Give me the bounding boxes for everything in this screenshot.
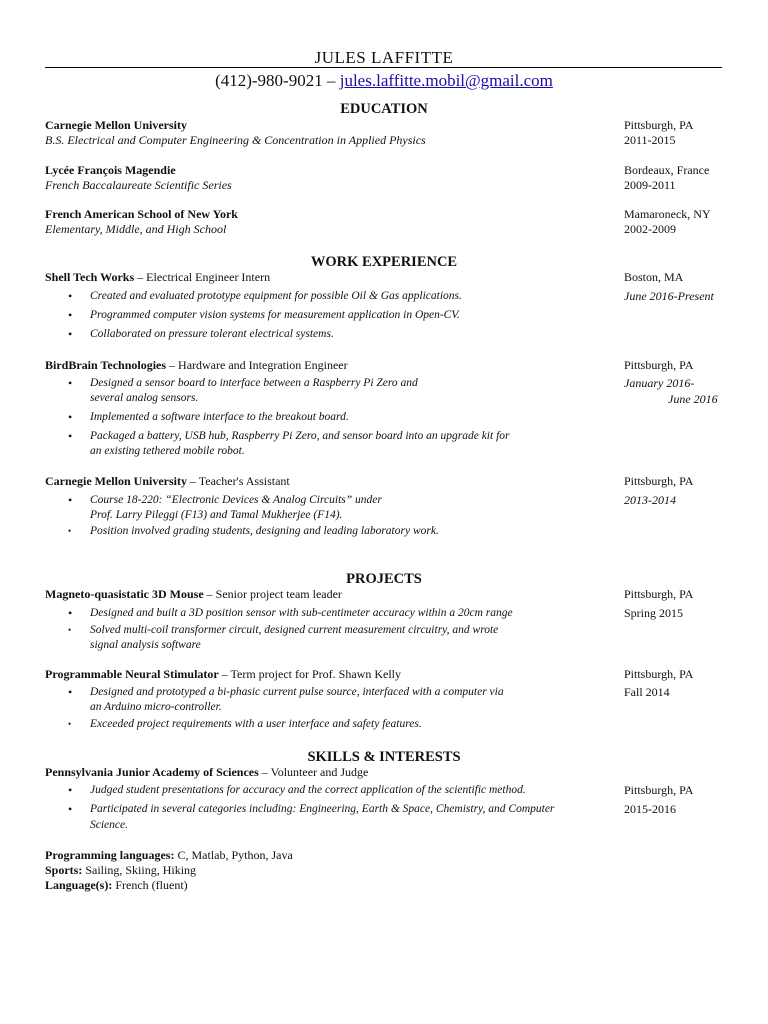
work-org: Carnegie Mellon University	[45, 474, 187, 488]
skills-value: C, Matlab, Python, Java	[174, 848, 293, 862]
bullet-marker: •	[68, 308, 73, 322]
programming-languages	[45, 848, 293, 863]
project-name: Programmable Neural Stimulator	[45, 667, 219, 681]
project-location: Pittsburgh, PA	[624, 667, 694, 681]
work-org: Shell Tech Works	[45, 270, 135, 284]
skills-label: Programming languages:	[45, 848, 175, 862]
bullet-text-continued: signal analysis software	[90, 639, 201, 651]
bullet-text: Exceeded project requirements with a user interface and safety features.	[90, 718, 422, 730]
bullet-text: Course 18-220: “Electronic Devices & Analog Circuits” under	[90, 494, 382, 506]
bullet-text: Position involved grading students, designing and leading laboratory work.	[90, 525, 439, 537]
education-detail: B.S. Electrical and Computer Engineering & Concentration in Applied Physics	[45, 133, 426, 147]
project-title	[45, 587, 342, 602]
bullet-text-continued: an Arduino micro-controller.	[90, 701, 222, 713]
work-entry-title	[45, 358, 348, 373]
languages	[45, 878, 188, 893]
project-dates: Spring 2015	[624, 606, 684, 620]
bullet-marker: •	[68, 685, 73, 699]
education-dates: 2009-2011	[624, 178, 676, 192]
bullet-text: Programmed computer vision systems for measurement application in Open-CV.	[90, 309, 460, 321]
education-detail: Elementary, Middle, and High School	[45, 222, 227, 236]
skills-entry-title	[45, 765, 368, 780]
project-dates: Fall 2014	[624, 685, 670, 699]
work-dates-end: June 2016	[668, 392, 718, 406]
email-link[interactable]: jules.laffitte.mobil@gmail.com	[339, 71, 553, 90]
work-role: – Teacher's Assistant	[186, 474, 290, 488]
education-dates: 2011-2015	[624, 133, 676, 147]
bullet-marker: •	[68, 429, 73, 443]
education-location: Pittsburgh, PA	[624, 118, 694, 132]
bullet-text-continued: Prof. Larry Pileggi (F13) and Tamal Mukherjee (F14).	[90, 509, 343, 521]
bullet-marker: •	[68, 526, 72, 536]
bullet-text-continued: several analog sensors.	[90, 392, 199, 404]
bullet-text: Designed a sensor board to interface between a Raspberry Pi Zero and	[90, 377, 418, 389]
skills-label: Sports:	[45, 863, 83, 877]
education-school: Lycée François Magendie	[45, 163, 176, 177]
project-role: – Term project for Prof. Shawn Kelly	[218, 667, 401, 681]
bullet-text: Designed and prototyped a bi-phasic current pulse source, interfaced with a computer via	[90, 686, 504, 698]
contact-line	[0, 70, 768, 92]
bullet-text: Created and evaluated prototype equipment for possible Oil & Gas applications.	[90, 290, 462, 302]
header-divider	[45, 67, 722, 68]
bullet-marker: •	[68, 802, 73, 816]
education-location: Mamaroneck, NY	[624, 207, 711, 221]
project-location: Pittsburgh, PA	[624, 587, 694, 601]
skills-label: Language(s):	[45, 878, 113, 892]
work-location: Pittsburgh, PA	[624, 474, 694, 488]
work-dates-start: January 2016-	[624, 376, 695, 390]
work-location: Pittsburgh, PA	[624, 358, 694, 372]
section-heading-education: EDUCATION	[340, 101, 428, 117]
bullet-marker: •	[68, 606, 73, 620]
sports	[45, 863, 196, 878]
work-dates: June 2016-Present	[624, 289, 714, 303]
phone-number: (412)-980-9021 –	[215, 71, 340, 90]
candidate-name: JULES LAFFITTE	[314, 48, 454, 67]
section-heading-work: WORK EXPERIENCE	[310, 254, 458, 270]
skills-value: French (fluent)	[112, 878, 188, 892]
section-heading-projects: PROJECTS	[346, 571, 422, 587]
bullet-marker: •	[68, 783, 73, 797]
bullet-marker: •	[68, 719, 72, 729]
project-name: Magneto-quasistatic 3D Mouse	[45, 587, 204, 601]
bullet-marker: •	[68, 625, 72, 635]
education-school: French American School of New York	[45, 207, 238, 221]
bullet-text: Judged student presentations for accuracy and the correct application of the scientific method.	[90, 784, 526, 796]
education-school: Carnegie Mellon University	[45, 118, 187, 132]
work-dates: 2013-2014	[624, 493, 676, 507]
education-location: Bordeaux, France	[624, 163, 710, 177]
education-dates: 2002-2009	[624, 222, 676, 236]
work-entry-title	[45, 474, 290, 489]
work-location: Boston, MA	[624, 270, 684, 284]
bullet-text: Collaborated on pressure tolerant electrical systems.	[90, 328, 334, 340]
bullet-text: Implemented a software interface to the breakout board.	[90, 411, 349, 423]
bullet-marker: •	[68, 410, 73, 424]
bullet-text-continued: an existing tethered mobile robot.	[90, 445, 245, 457]
project-role: – Senior project team leader	[203, 587, 342, 601]
bullet-text: Designed and built a 3D position sensor with sub-centimeter accuracy within a 20cm range	[90, 607, 513, 619]
work-role: – Electrical Engineer Intern	[134, 270, 271, 284]
work-org: BirdBrain Technologies	[45, 358, 167, 372]
section-heading-skills: SKILLS & INTERESTS	[307, 749, 461, 765]
work-entry-title	[45, 270, 270, 285]
skills-org: Pennsylvania Junior Academy of Sciences	[45, 765, 259, 779]
bullet-marker: •	[68, 376, 73, 390]
bullet-marker: •	[68, 327, 73, 341]
bullet-marker: •	[68, 289, 73, 303]
skills-dates: 2015-2016	[624, 802, 676, 816]
education-detail: French Baccalaureate Scientific Series	[45, 178, 232, 192]
bullet-marker: •	[68, 493, 73, 507]
bullet-text-continued: Science.	[90, 819, 128, 831]
skills-role: – Volunteer and Judge	[258, 765, 369, 779]
bullet-text: Solved multi-coil transformer circuit, designed current measurement circuitry, and wrote	[90, 624, 499, 636]
bullet-text: Participated in several categories including: Engineering, Earth & Space, Chemistry, and Computer	[90, 803, 555, 815]
skills-location: Pittsburgh, PA	[624, 783, 694, 797]
bullet-text: Packaged a battery, USB hub, Raspberry Pi Zero, and sensor board into an upgrade kit for	[90, 430, 510, 442]
work-role: – Hardware and Integration Engineer	[166, 358, 348, 372]
project-title	[45, 667, 401, 682]
skills-value: Sailing, Skiing, Hiking	[82, 863, 197, 877]
